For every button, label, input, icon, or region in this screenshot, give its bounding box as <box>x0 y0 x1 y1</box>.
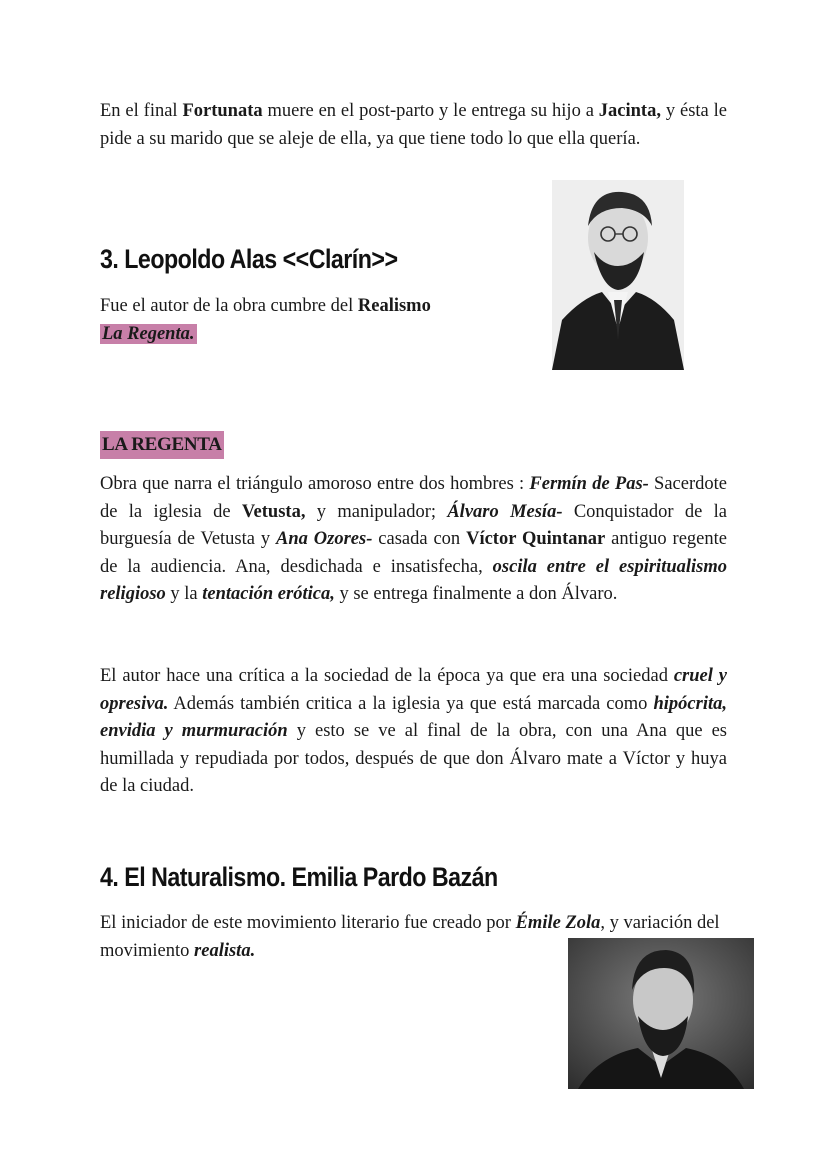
bold-jacinta: Jacinta, <box>598 101 661 121</box>
text: El iniciador de este movimiento literario fue creado por <box>100 913 516 933</box>
name-fermin-de-pas: Fermín de Pas- <box>529 474 649 494</box>
text: muere en el post-parto y le entrega su hijo a <box>262 101 599 121</box>
bold-vetusta: Vetusta, <box>241 501 306 522</box>
section-4-heading: 4. El Naturalismo. Emilia Pardo Bazán <box>100 862 498 892</box>
bold-realismo: Realismo <box>357 296 431 316</box>
text: , y variación del movimiento <box>100 913 720 961</box>
highlighted-work-title: La Regenta. <box>102 323 195 344</box>
portrait-zola-drawing <box>568 938 754 1089</box>
emphasis-realista: realista. <box>194 940 256 961</box>
bold-fortunata: Fortunata <box>182 101 263 121</box>
section-3-heading: 3. Leopoldo Alas <<Clarín>> <box>100 244 398 274</box>
name-victor-quintanar: Víctor Quintanar <box>466 529 606 549</box>
emphasis-tentacion: tentación erótica, <box>202 584 335 604</box>
name-emile-zola: Émile Zola <box>515 913 601 933</box>
section-3-paragraph <box>100 293 490 348</box>
text: El autor hace una crítica a la sociedad de la época ya que era una sociedad <box>100 666 674 686</box>
text: Obra que narra el triángulo amoroso entre dos hombres : <box>100 474 530 494</box>
regenta-paragraph-2 <box>100 663 727 801</box>
text: antiguo regente de la audiencia. Ana, desdichada e insatisfecha, <box>100 529 727 577</box>
text: Fue el autor de la obra cumbre del <box>100 296 358 316</box>
text: y esto se ve al final de la obra, con una Ana que es humillada y repudiada por todos, después de que don Álvaro mate a Víctor y huya de la ciudad. <box>100 721 727 796</box>
text: En el final <box>100 101 183 121</box>
regenta-paragraph-1 <box>100 471 727 609</box>
name-alvaro-mesia: Álvaro Mesía- <box>447 501 563 522</box>
emphasis-espiritualismo: oscila entre el espiritualismo religioso <box>100 556 727 604</box>
text: Además también critica a la iglesia ya que está marcada como <box>168 693 654 714</box>
text: Sacerdote de la iglesia de <box>100 474 727 522</box>
portrait-zola-image <box>568 938 754 1089</box>
la-regenta-label: LA REGENTA <box>100 431 224 459</box>
text: y se entrega finalmente a don Álvaro. <box>334 584 618 604</box>
text: y la <box>165 584 203 604</box>
text: y manipulador; <box>305 501 448 522</box>
emphasis-cruel-opresiva: cruel y opresiva. <box>100 666 727 714</box>
portrait-clarin-drawing <box>552 180 684 370</box>
name-ana-ozores: Ana Ozores- <box>276 529 373 549</box>
text: y ésta le pide a su marido que se aleje de ella, ya que tiene todo lo que ella quería. <box>100 101 727 149</box>
text: Conquistador de la burguesía de Vetusta y <box>100 501 727 549</box>
emphasis-hipocrita: hipócrita, envidia y murmuración <box>100 693 727 741</box>
text: casada con <box>372 529 467 549</box>
intro-paragraph <box>100 98 727 153</box>
portrait-clarin-image <box>552 180 684 370</box>
